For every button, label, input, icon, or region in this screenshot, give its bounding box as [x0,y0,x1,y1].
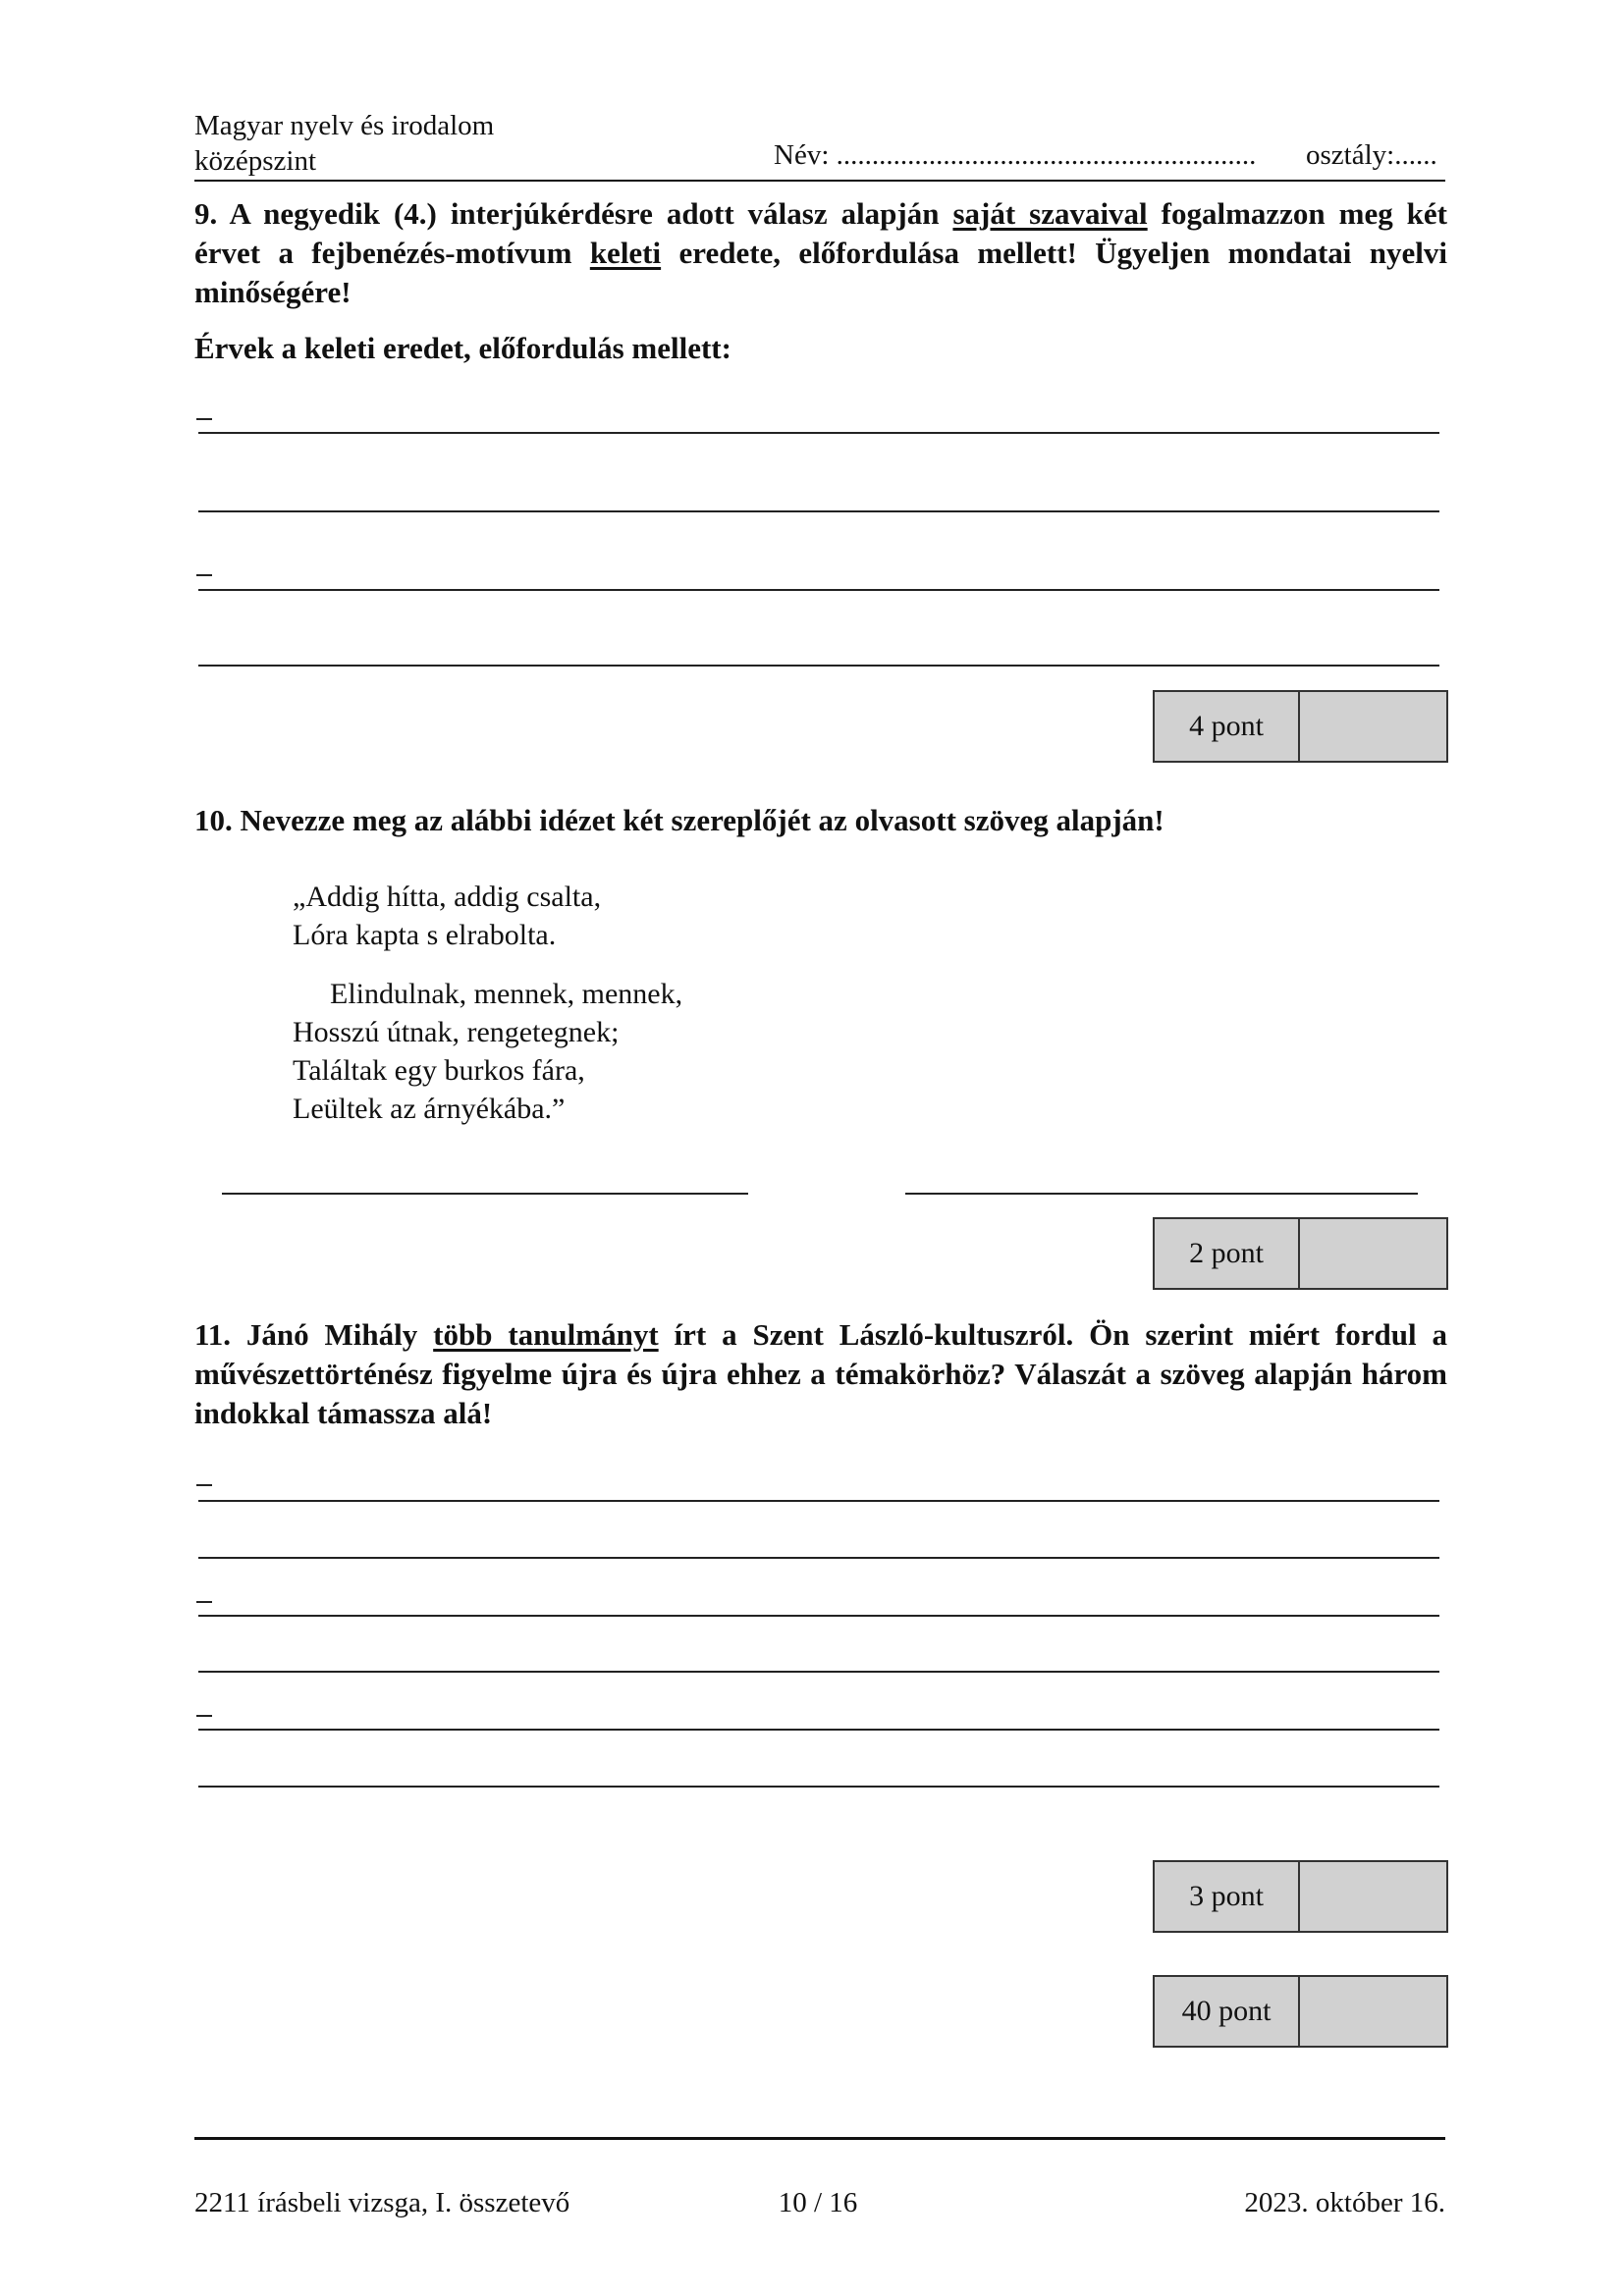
header-subject-name: Magyar nyelv és irodalom [194,110,495,141]
footer-exam-id: 2211 írásbeli vizsga, I. összetevő [194,2187,570,2218]
bullet-dash [196,574,212,576]
bullet-dash [196,1484,212,1486]
q9-score-box [1153,690,1448,763]
poem-line: Hosszú útnak, rengetegnek; [293,1016,620,1048]
q11-answer-line-3[interactable] [198,1615,1439,1617]
q11-answer-line-5[interactable] [198,1729,1439,1731]
footer-rule [194,2137,1445,2140]
q10-score-box [1153,1217,1448,1290]
q9-answer-line-2[interactable] [198,510,1439,512]
bullet-dash [196,1601,212,1603]
question-9-prompt: 9. A negyedik (4.) interjúkérdésre adott válasz alapján saját szavaival fogalmazzon meg két érvet a fejbenézés-motívum keleti eredete, előfordulása mellett! Ügyeljen mondatai nyelvi minőségére! [194,196,1447,309]
question-10-prompt: 10. Nevezze meg az alábbi idézet két szereplőjét az olvasott szöveg alapján! [194,803,1164,837]
score-entry-cell[interactable] [1300,1977,1446,2046]
underline-own-words: saját szavaival [952,196,1148,231]
score-entry-cell[interactable] [1300,1219,1446,1288]
poem-line: Elindulnak, mennek, mennek, [330,978,683,1010]
header-level: középszint [194,145,317,177]
poem-stanza-2 [293,975,682,1128]
class-field[interactable]: osztály:...... [1306,139,1437,171]
quoted-poem [293,878,682,1128]
bullet-dash [196,418,212,420]
header-rule [194,180,1445,182]
question-11-prompt: 11. Jánó Mihály több tanulmányt írt a Szent László-kultuszról. Ön szerint miért fordul a művészettörténész figyelme újra és újra ehhez a témakörhöz? Válaszát a szöveg alapján három indokkal támassza alá! [194,1317,1447,1430]
footer-date: 2023. október 16. [1244,2187,1445,2218]
poem-stanza-1 [293,878,682,954]
score-entry-cell[interactable] [1300,692,1446,761]
q10-answer-character-1[interactable] [222,1193,748,1195]
q11-answer-line-4[interactable] [198,1671,1439,1673]
score-label: 2 pont [1155,1219,1300,1288]
name-field[interactable]: Név: ........................................................... [774,139,1257,171]
question-9-subheading: Érvek a keleti eredet, előfordulás mellett: [194,331,731,365]
header-subject [194,108,494,179]
q11-answer-line-1[interactable] [198,1500,1439,1502]
score-label: 40 pont [1155,1977,1300,2046]
underline-eastern: keleti [589,236,662,270]
q11-score-box [1153,1860,1448,1933]
score-label: 3 pont [1155,1862,1300,1931]
bullet-dash [196,1715,212,1717]
underline-several-studies: több tanulmányt [433,1317,659,1352]
poem-line: Lóra kapta s elrabolta. [293,919,557,951]
q9-answer-line-4[interactable] [198,665,1439,667]
q9-answer-line-3[interactable] [198,589,1439,591]
score-label: 4 pont [1155,692,1300,761]
q9-answer-line-1[interactable] [198,432,1439,434]
poem-line: Leültek az árnyékába.” [293,1093,566,1125]
score-entry-cell[interactable] [1300,1862,1446,1931]
poem-line: „Addig hítta, addig csalta, [293,881,602,913]
total-score-box [1153,1975,1448,2048]
q11-answer-line-6[interactable] [198,1786,1439,1788]
poem-line: Találtak egy burkos fára, [293,1054,585,1087]
footer-page-number: 10 / 16 [778,2187,858,2218]
q11-answer-line-2[interactable] [198,1557,1439,1559]
q10-answer-character-2[interactable] [905,1193,1418,1195]
